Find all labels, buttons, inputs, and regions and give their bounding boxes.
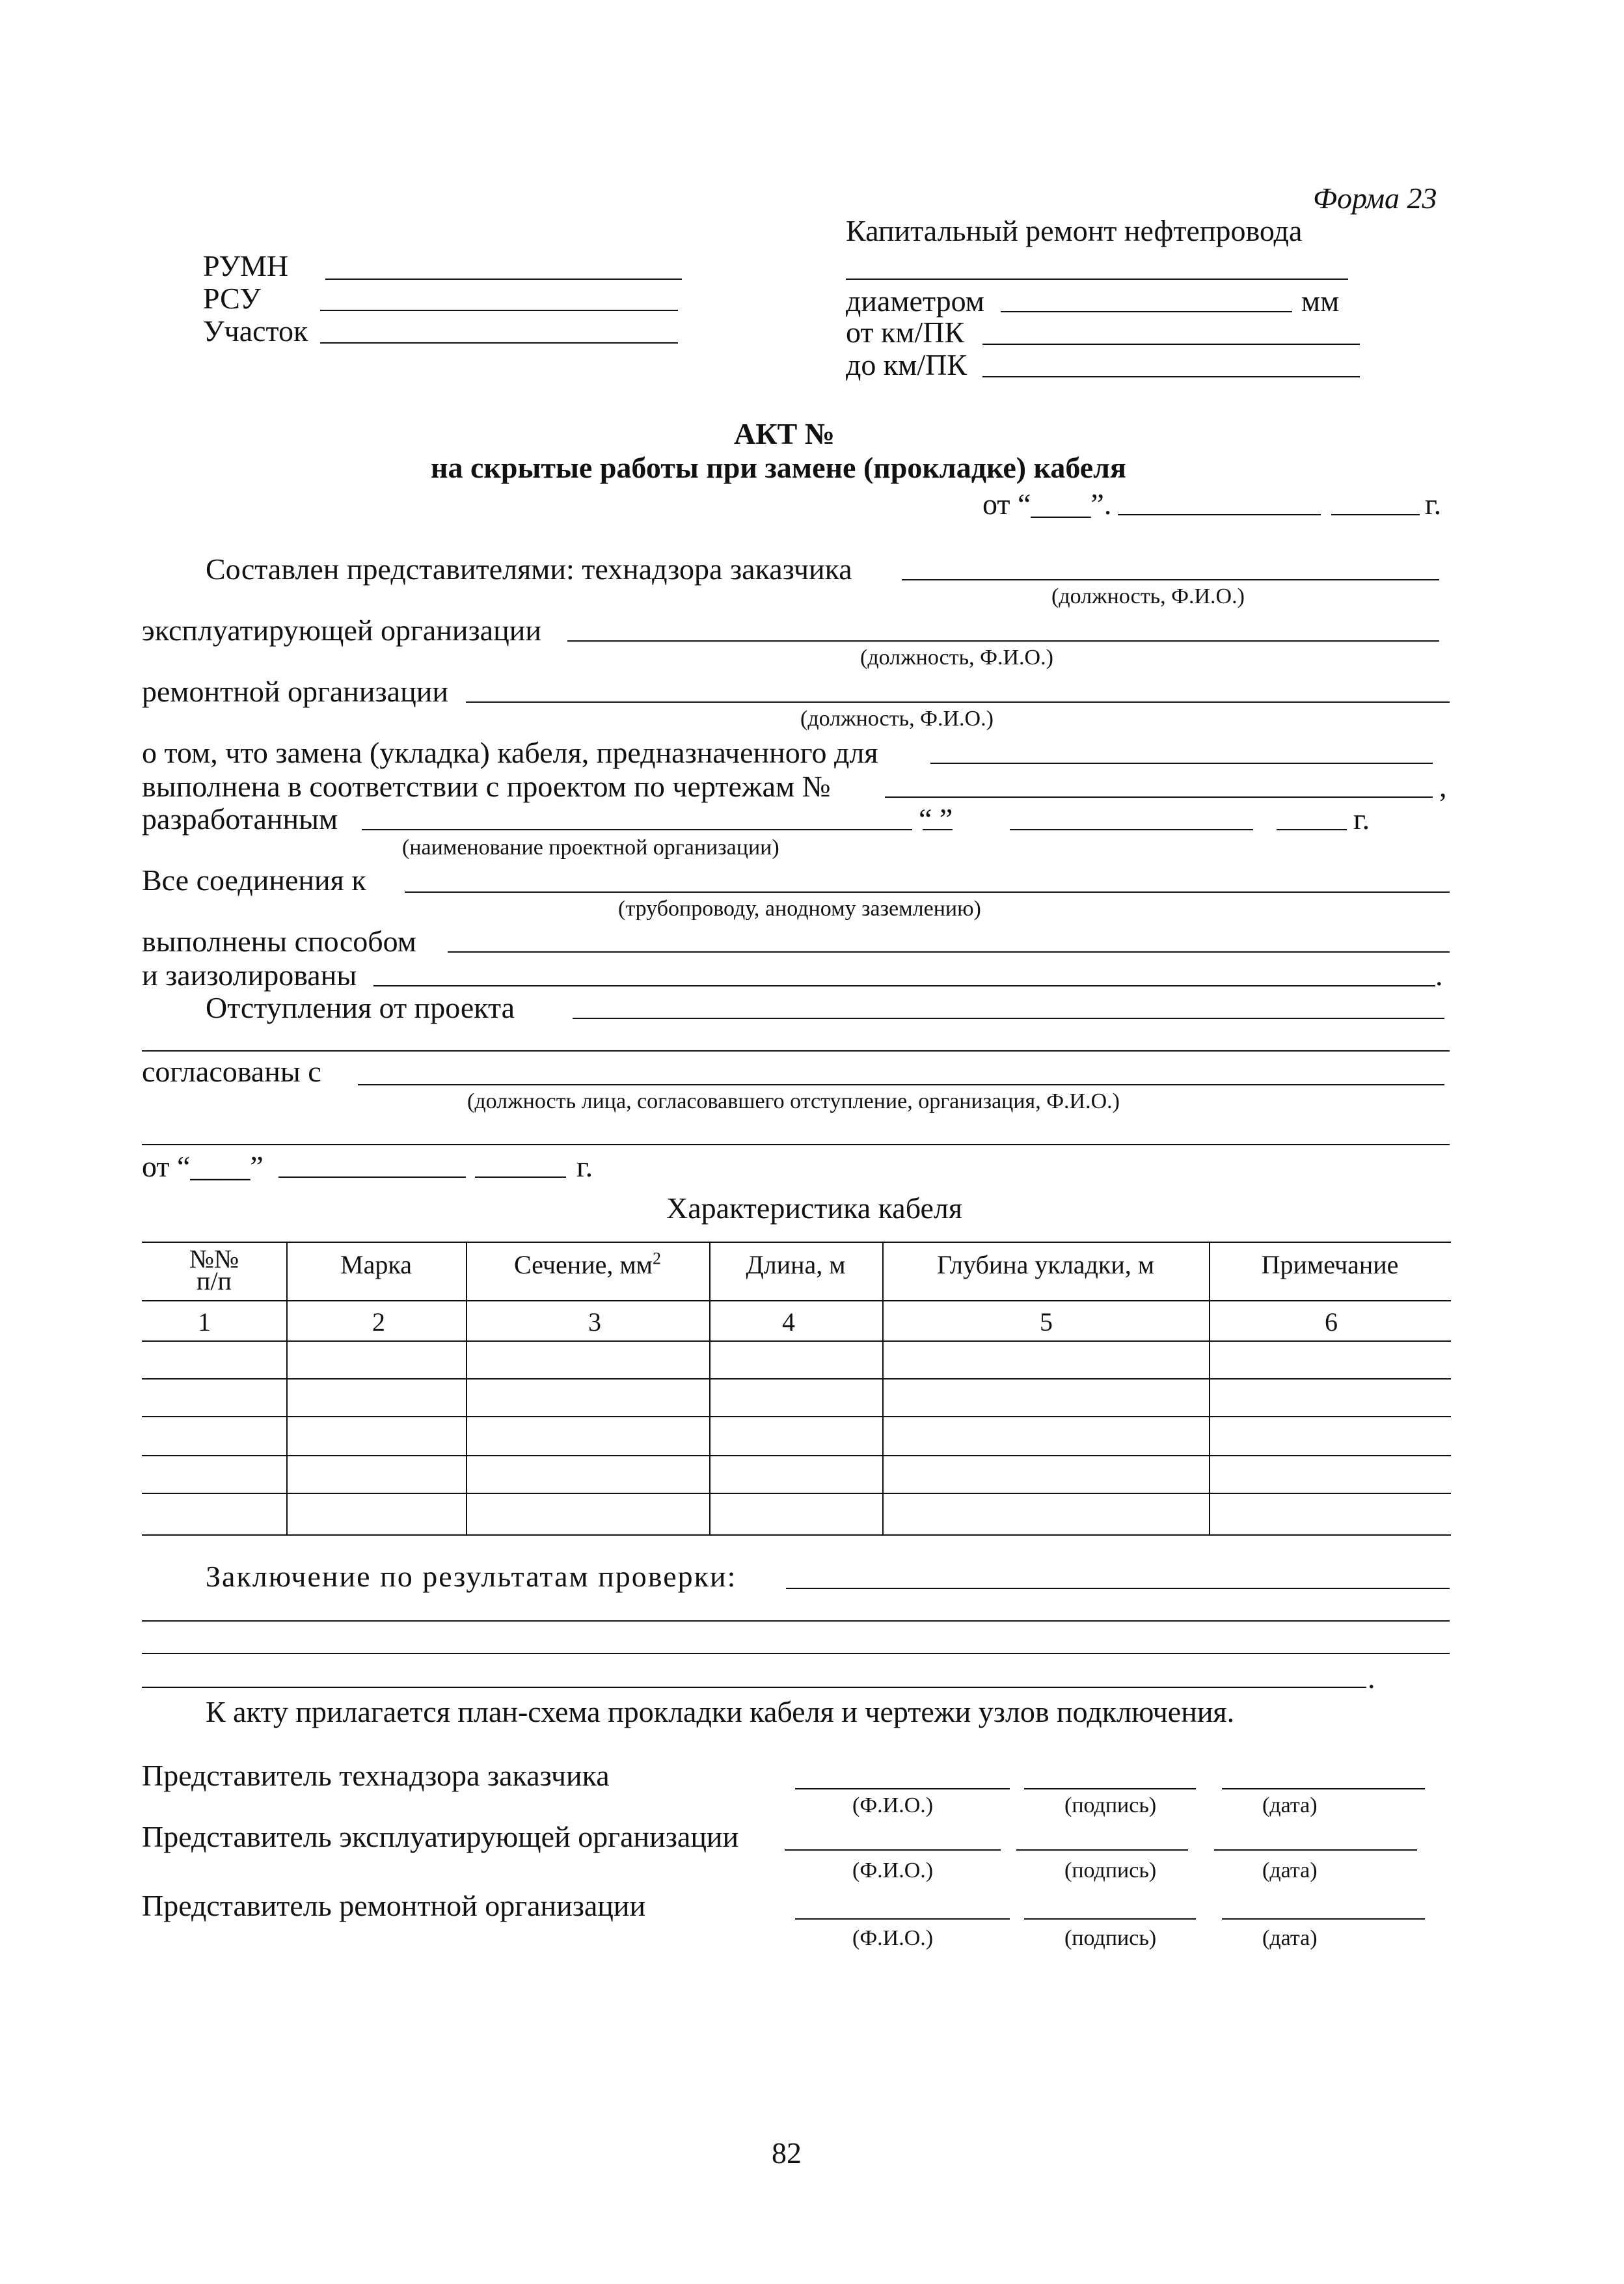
diameter-label: диаметром [846,284,984,318]
insulated-end: . [1435,958,1443,992]
col-header-number: №№ п/п [189,1244,239,1296]
agreed-with-field-2[interactable] [142,1144,1450,1145]
hint-position-2: (должность, Ф.И.О.) [860,646,1053,670]
composed-by-label: Составлен представителями: технадзора заказчика [206,552,852,586]
act-year-suffix: г. [1425,487,1442,521]
signature-customer-name[interactable] [795,1788,1010,1789]
hint-design-org: (наименование проектной организации) [402,836,779,860]
col-header-note: Примечание [1261,1250,1399,1279]
col-number: 5 [1040,1307,1053,1337]
conclusion-field-2[interactable] [142,1620,1450,1622]
replacement-label: о том, что замена (укладка) кабеля, предназначенного для [142,736,878,769]
signature-customer-date[interactable] [1222,1788,1425,1789]
signature-repair-name[interactable] [795,1918,1010,1920]
hint-date: (дата) [1262,1926,1318,1950]
col-header-length: Длина, м [746,1250,846,1279]
agreed-with-field[interactable] [358,1084,1444,1085]
deviations-field[interactable] [573,1018,1444,1019]
hint-sign: (подпись) [1064,1926,1157,1950]
conclusion-field-4[interactable] [142,1687,1366,1688]
from-km-label: от км/ПК [846,316,965,349]
header-title: Капитальный ремонт нефтепровода [846,214,1303,247]
drawing-number-field[interactable] [885,796,1433,798]
signature-role-operating: Представитель эксплуатирующей организации [142,1820,739,1853]
col-number: 3 [588,1307,601,1337]
signature-repair-sign[interactable] [1024,1918,1196,1920]
signature-operating-date[interactable] [1214,1849,1417,1851]
from-km-field[interactable] [982,344,1360,345]
col-header-brand: Марка [340,1250,412,1279]
hint-position-1: (должность, Ф.И.О.) [1051,584,1245,608]
operating-org-field[interactable] [567,640,1439,642]
repair-org-label: ремонтной организации [142,675,448,708]
table-title: Характеристика кабеля [666,1191,963,1225]
developed-date-day[interactable] [923,829,953,830]
signature-role-repair: Представитель ремонтной организации [142,1889,646,1922]
developed-date-quotes: “ ” [919,802,953,836]
developed-date-month[interactable] [1010,829,1253,830]
hint-name: (Ф.И.О.) [852,1926,934,1950]
col-header-depth: Глубина укладки, м [936,1250,1155,1279]
rumn-label: РУМН [203,249,289,282]
from-date-label: от “____” [142,1150,264,1183]
rsu-label: РСУ [203,282,261,315]
insulated-label: и заизолированы [142,958,357,992]
act-subtitle: на скрытые работы при замене (прокладке) кабеля [431,451,1126,484]
conclusion-end: . [1368,1661,1375,1694]
deviations-label: Отступления от проекта [206,991,515,1024]
rsu-field[interactable] [320,310,678,311]
conclusion-label: Заключение по результатам проверки: [206,1560,737,1593]
hint-connections: (трубопроводу, анодному заземлению) [618,897,981,921]
done-by-label: выполнены способом [142,925,416,958]
design-org-field[interactable] [362,829,912,830]
deviations-field-2[interactable] [142,1050,1450,1052]
insulated-field[interactable] [373,985,1435,986]
hint-position-3: (должность, Ф.И.О.) [800,707,994,731]
act-title: АКТ № [734,417,835,450]
site-field[interactable] [320,342,678,344]
composed-by-field[interactable] [902,579,1439,580]
signature-operating-name[interactable] [785,1849,1001,1851]
to-km-field[interactable] [982,376,1360,377]
hint-sign: (подпись) [1064,1858,1157,1883]
unit-mm: мм [1301,284,1340,318]
comma: , [1439,770,1447,803]
hint-name: (Ф.И.О.) [852,1858,934,1883]
hint-agreed: (должность лица, согласовавшего отступление, организация, Ф.И.О.) [467,1089,1120,1113]
hint-sign: (подпись) [1064,1793,1157,1817]
conclusion-field-3[interactable] [142,1653,1450,1654]
form-label: Форма 23 [1313,182,1437,215]
from-year-suffix: г. [576,1150,593,1183]
hint-name: (Ф.И.О.) [852,1793,934,1817]
act-date-prefix: от “____”. [982,487,1112,521]
conclusion-field[interactable] [786,1588,1450,1589]
rumn-field[interactable] [325,279,682,280]
developed-label: разработанным [142,802,338,836]
connections-field[interactable] [405,891,1450,893]
header-blank-line[interactable] [846,279,1348,280]
connections-label: Все соединения к [142,863,366,897]
repair-org-field[interactable] [466,701,1450,703]
diameter-field[interactable] [1001,311,1292,312]
per-project-label: выполнена в соответствии с проектом по чертежам № [142,770,831,803]
hint-date: (дата) [1262,1858,1318,1883]
col-number: 4 [782,1307,795,1337]
agreed-with-label: согласованы с [142,1055,321,1088]
act-date-year[interactable] [1331,514,1420,515]
from-date-month[interactable] [278,1176,466,1178]
signature-role-customer: Представитель технадзора заказчика [142,1759,610,1792]
from-date-year[interactable] [475,1176,566,1178]
operating-org-label: эксплуатирующей организации [142,614,541,647]
col-number: 2 [372,1307,385,1337]
developed-date-year[interactable] [1277,829,1347,830]
site-label: Участок [203,314,308,347]
signature-operating-sign[interactable] [1016,1849,1188,1851]
col-number: 6 [1325,1307,1338,1337]
signature-repair-date[interactable] [1222,1918,1425,1920]
done-by-field[interactable] [448,951,1450,953]
page-number: 82 [772,2136,802,2169]
developed-year-suffix: г. [1353,802,1370,836]
signature-customer-sign[interactable] [1024,1788,1196,1789]
attachment-note: К акту прилагается план-схема прокладки кабеля и чертежи узлов подключения. [206,1695,1235,1728]
hint-date: (дата) [1262,1793,1318,1817]
replacement-field[interactable] [930,763,1433,764]
col-header-section: Сечение, $мм^2$ [514,1249,661,1279]
act-date-month[interactable] [1118,514,1321,515]
to-km-label: до км/ПК [846,348,968,381]
col-number: 1 [198,1307,211,1337]
